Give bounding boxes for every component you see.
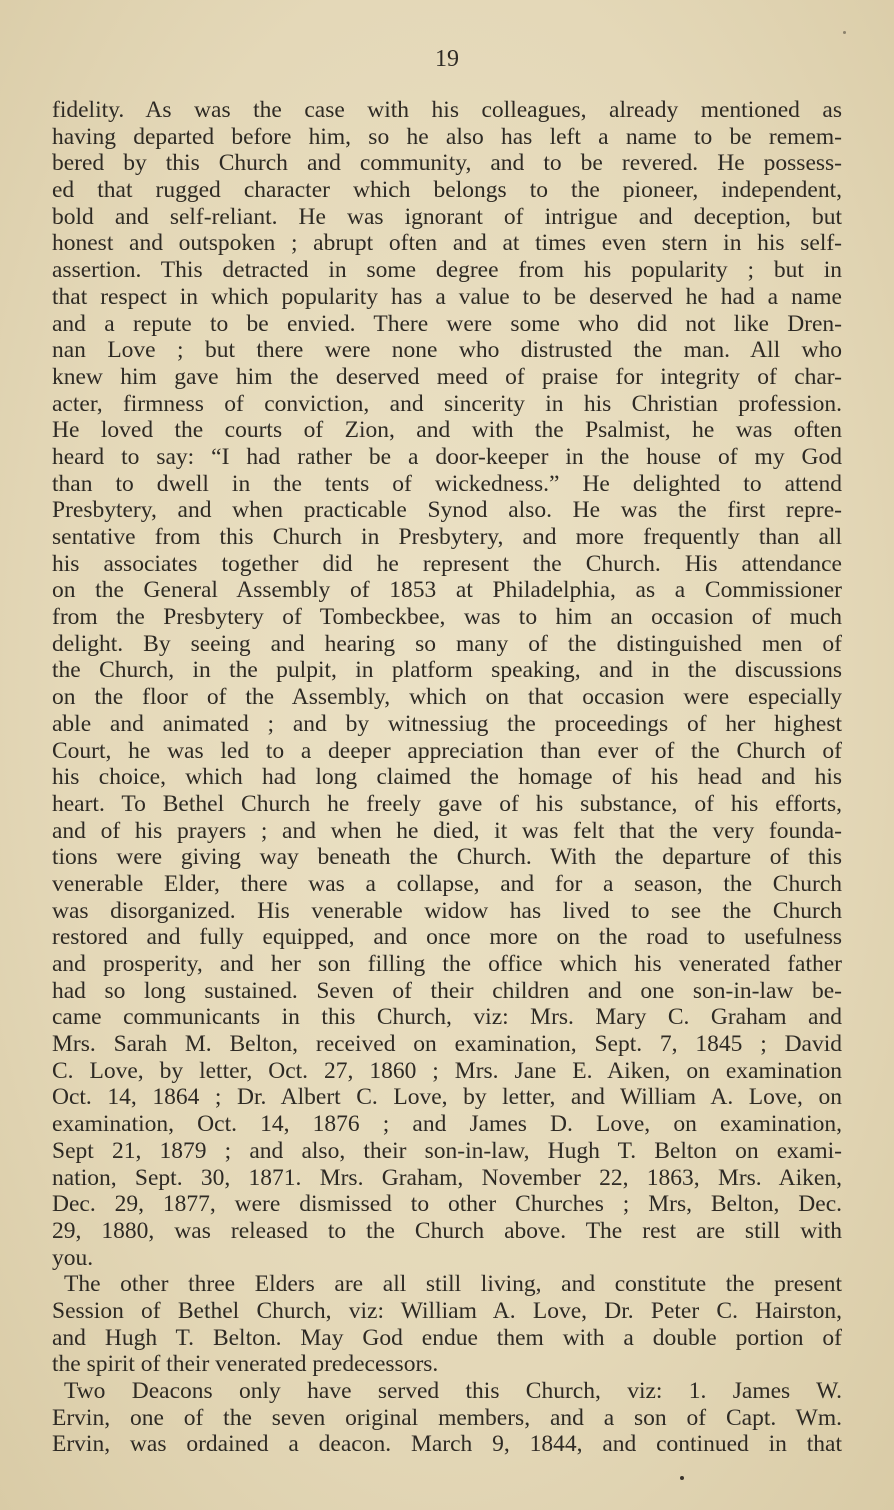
text-line: He loved the courts of Zion, and with the Psalmist, he was often: [52, 417, 842, 444]
text-line: ed that rugged character which belongs to the pioneer, independent,: [52, 177, 842, 204]
text-line: you.: [52, 1244, 94, 1271]
text-line: and a repute to be envied. There were some who did not like Dren-: [52, 310, 842, 337]
text-line: from the Presbytery of Tombeckbee, was to him an occasion of much: [52, 604, 842, 631]
text-line: 29, 1880, was released to the Church above. The rest are still with: [52, 1217, 842, 1244]
body-text: [52, 97, 842, 1458]
text-line: having departed before him, so he also has left a name to be remem-: [52, 123, 842, 150]
text-line: Two Deacons only have served this Church, viz: 1. James W.: [64, 1378, 842, 1404]
text-line: assertion. This detracted in some degree from his popularity ; but in: [52, 257, 842, 284]
text-line: The other three Elders are all still living, and constitute the present: [64, 1271, 842, 1298]
text-line: on the floor of the Assembly, which on that occasion were especially: [52, 684, 842, 711]
print-speck: [843, 31, 846, 34]
text-line: venerable Elder, there was a collapse, and for a season, the Church: [52, 870, 842, 897]
text-line: Ervin, one of the seven original members, and a son of Capt. Wm.: [52, 1404, 842, 1431]
text-line: was disorganized. His venerable widow has lived to see the Church: [52, 897, 842, 924]
text-line: bered by this Church and community, and to be revered. He possess-: [52, 150, 842, 177]
text-line: sentative from this Church in Presbytery, and more frequently than all: [52, 524, 842, 550]
text-line: Presbytery, and when practicable Synod also. He was the first repre-: [52, 497, 842, 524]
text-line: knew him gave him the deserved meed of praise for integrity of char-: [52, 363, 842, 390]
text-line: on the General Assembly of 1853 at Philadelphia, as a Commissioner: [52, 577, 842, 604]
text-line: able and animated ; and by witnessiug the proceedings of her highest: [52, 710, 842, 737]
text-line: C. Love, by letter, Oct. 27, 1860 ; Mrs. Jane E. Aiken, on examination: [52, 1057, 842, 1084]
text-line: and Hugh T. Belton. May God endue them with a double portion of: [52, 1324, 842, 1351]
text-line: honest and outspoken ; abrupt often and at times even stern in his self-: [52, 230, 842, 257]
text-line: that respect in which popularity has a value to be deserved he had a name: [52, 283, 842, 310]
text-line: the Church, in the pulpit, in platform speaking, and in the discussions: [52, 657, 842, 684]
text-line: restored and fully equipped, and once more on the road to usefulness: [52, 924, 842, 951]
text-line: heart. To Bethel Church he freely gave of his substance, of his efforts,: [52, 790, 842, 817]
text-line: heard to say: “I had rather be a door-keeper in the house of my God: [52, 443, 842, 470]
text-line: Mrs. Sarah M. Belton, received on examination, Sept. 7, 1845 ; David: [52, 1031, 842, 1058]
text-line: tions were giving way beneath the Church. With the departure of this: [52, 844, 842, 871]
text-line: the spirit of their venerated predecessors.: [52, 1351, 439, 1378]
print-speck: [680, 1476, 684, 1480]
text-line: nation, Sept. 30, 1871. Mrs. Graham, November 22, 1863, Mrs. Aiken,: [52, 1164, 842, 1191]
text-line: Ervin, was ordained a deacon. March 9, 1844, and continued in that: [52, 1431, 842, 1458]
text-line: than to dwell in the tents of wickedness.” He delighted to attend: [52, 470, 842, 497]
text-line: had so long sustained. Seven of their children and one son-in-law be-: [52, 977, 842, 1004]
text-line: came communicants in this Church, viz: Mrs. Mary C. Graham and: [52, 1004, 842, 1031]
text-line: acter, firmness of conviction, and sincerity in his Christian profession.: [52, 390, 842, 417]
text-line: Oct. 14, 1864 ; Dr. Albert C. Love, by letter, and William A. Love, on: [52, 1084, 842, 1111]
text-line: nan Love ; but there were none who distrusted the man. All who: [52, 337, 842, 364]
text-line: Sept 21, 1879 ; and also, their son-in-law, Hugh T. Belton on exami-: [52, 1137, 842, 1164]
text-line: his choice, which had long claimed the homage of his head and his: [52, 764, 842, 791]
text-line: fidelity. As was the case with his colleagues, already mentioned as: [52, 97, 842, 123]
text-line: Court, he was led to a deeper appreciation than ever of the Church of: [52, 737, 842, 764]
text-line: Dec. 29, 1877, were dismissed to other Churches ; Mrs, Belton, Dec.: [52, 1191, 842, 1218]
text-line: delight. By seeing and hearing so many of the distinguished men of: [52, 630, 842, 657]
text-line: Session of Bethel Church, viz: William A. Love, Dr. Peter C. Hairston,: [52, 1297, 842, 1324]
text-line: and prosperity, and her son filling the office which his venerated father: [52, 951, 842, 977]
text-line: bold and self-reliant. He was ignorant of intrigue and deception, but: [52, 203, 842, 230]
text-line: and of his prayers ; and when he died, it was felt that the very founda-: [52, 817, 842, 844]
page-number: 19: [435, 46, 459, 72]
text-line: examination, Oct. 14, 1876 ; and James D. Love, on examination,: [52, 1111, 842, 1138]
text-line: his associates together did he represent the Church. His attendance: [52, 550, 842, 577]
